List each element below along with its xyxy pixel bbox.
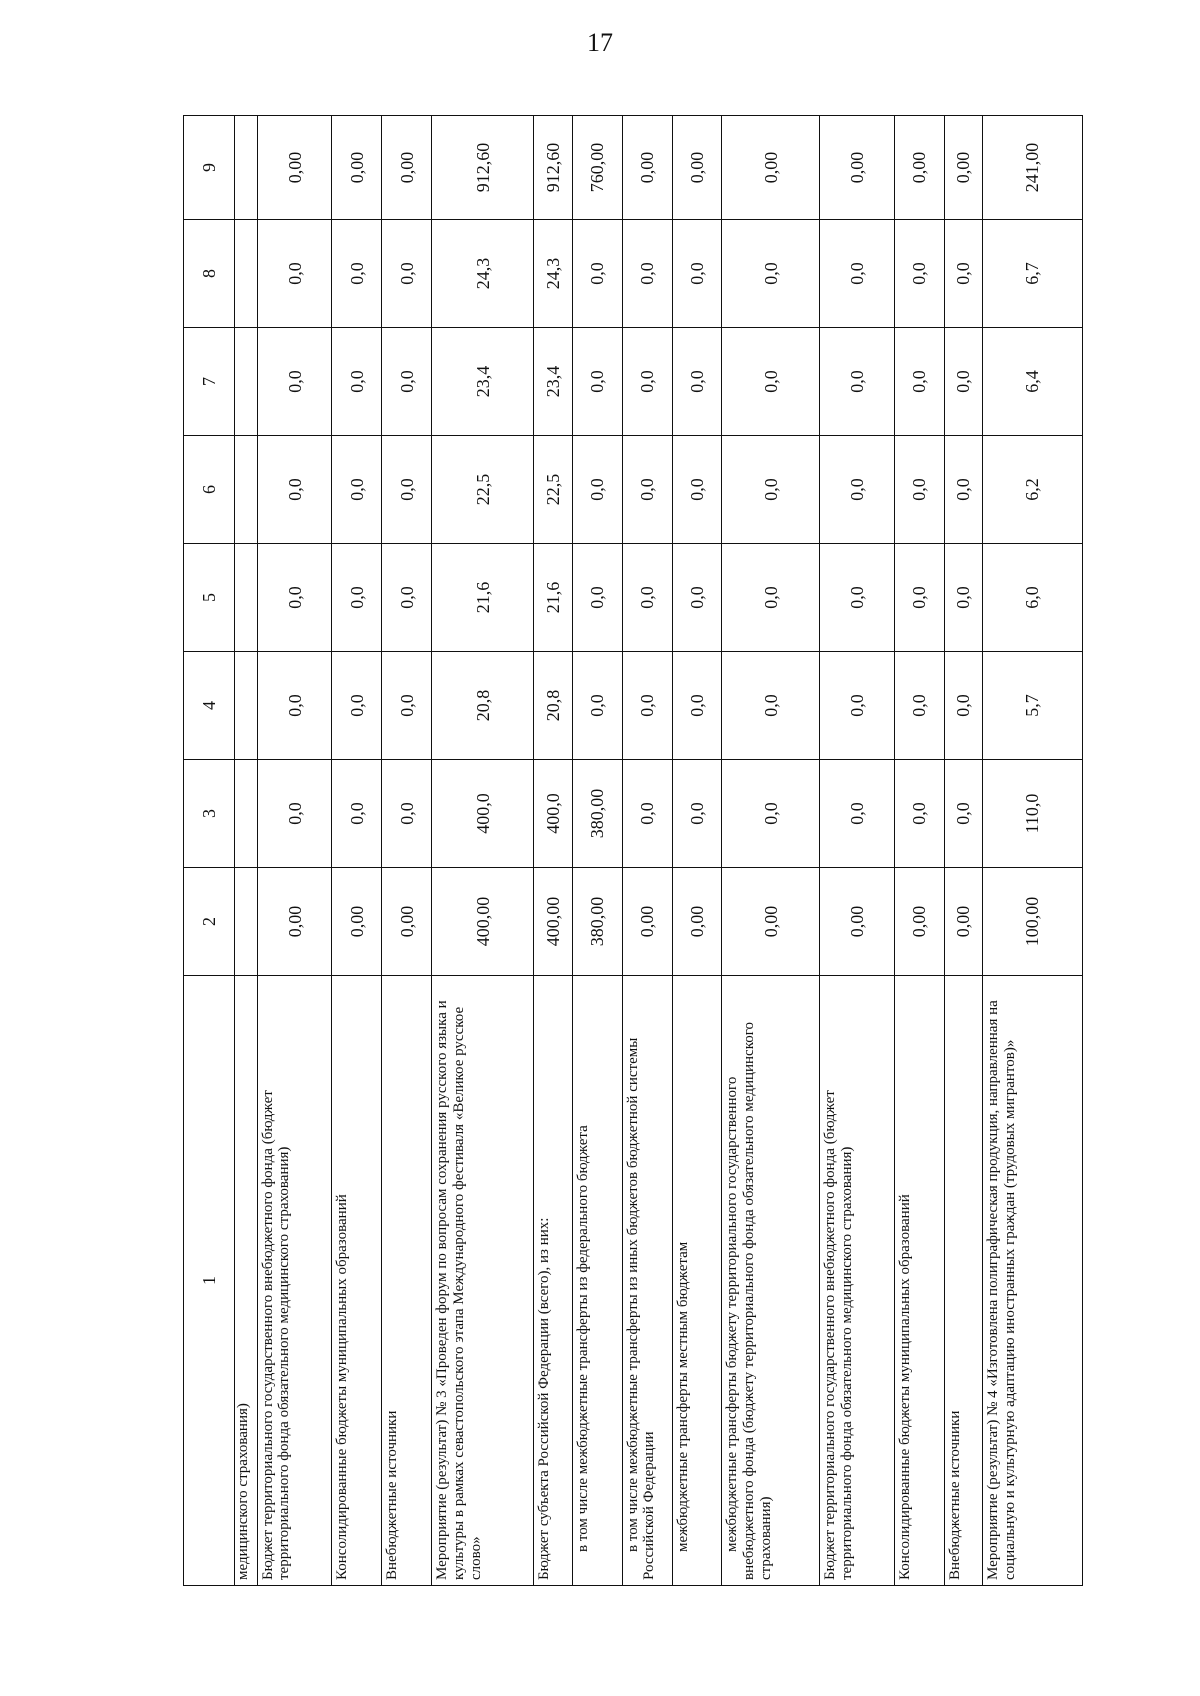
row-value-col-2: 400,00 <box>432 868 534 976</box>
table-row <box>572 116 622 1586</box>
row-value-col-2: 0,00 <box>622 868 672 976</box>
row-value-col-3: 0,0 <box>944 760 983 868</box>
row-value-col-9: 0,00 <box>894 116 944 220</box>
row-label: межбюджетные трансферты местным бюджетам <box>672 976 722 1586</box>
row-value-col-4: 20,8 <box>534 652 573 760</box>
row-value-col-5: 0,0 <box>382 544 432 652</box>
row-value-col-7: 0,0 <box>672 328 722 436</box>
row-value-col-2: 0,00 <box>257 868 332 976</box>
row-value-col-5 <box>235 544 258 652</box>
table-row <box>983 116 1083 1586</box>
row-value-col-5: 21,6 <box>432 544 534 652</box>
row-value-col-3: 0,0 <box>672 760 722 868</box>
row-value-col-3: 400,0 <box>534 760 573 868</box>
table-row <box>622 116 672 1586</box>
col-header-4: 4 <box>184 652 235 760</box>
row-value-col-9: 0,00 <box>944 116 983 220</box>
row-label: Внебюджетные источники <box>382 976 432 1586</box>
row-value-col-8: 0,0 <box>894 220 944 328</box>
row-value-col-6: 0,0 <box>257 436 332 544</box>
row-value-col-4 <box>235 652 258 760</box>
row-value-col-3: 0,0 <box>722 760 819 868</box>
row-value-col-8: 0,0 <box>572 220 622 328</box>
row-value-col-4: 0,0 <box>622 652 672 760</box>
row-value-col-8: 0,0 <box>672 220 722 328</box>
row-value-col-8: 0,0 <box>382 220 432 328</box>
row-value-col-2: 100,00 <box>983 868 1083 976</box>
table-row <box>722 116 819 1586</box>
row-value-col-5: 0,0 <box>572 544 622 652</box>
row-value-col-3 <box>235 760 258 868</box>
row-value-col-4: 0,0 <box>722 652 819 760</box>
row-label: в том числе межбюджетные трансферты из федерального бюджета <box>572 976 622 1586</box>
row-value-col-5: 21,6 <box>534 544 573 652</box>
col-header-2: 2 <box>184 868 235 976</box>
row-value-col-2: 0,00 <box>722 868 819 976</box>
row-value-col-9: 0,00 <box>722 116 819 220</box>
row-value-col-3: 0,0 <box>622 760 672 868</box>
row-value-col-2: 380,00 <box>572 868 622 976</box>
row-value-col-9 <box>235 116 258 220</box>
row-value-col-7: 23,4 <box>432 328 534 436</box>
header-row <box>184 116 235 1586</box>
row-value-col-7 <box>235 328 258 436</box>
table-body <box>235 116 1083 1586</box>
row-value-col-5: 0,0 <box>944 544 983 652</box>
row-value-col-4: 0,0 <box>944 652 983 760</box>
row-label: Бюджет территориального государственного внебюджетного фонда (бюджет территориального фонда обязательного медицинского страхования) <box>257 976 332 1586</box>
row-value-col-3: 110,0 <box>983 760 1083 868</box>
row-value-col-3: 0,0 <box>819 760 894 868</box>
row-value-col-7: 6,4 <box>983 328 1083 436</box>
table-row <box>235 116 258 1586</box>
row-value-col-2: 0,00 <box>894 868 944 976</box>
table-row <box>332 116 382 1586</box>
row-value-col-2 <box>235 868 258 976</box>
row-value-col-7: 0,0 <box>572 328 622 436</box>
row-value-col-2: 0,00 <box>944 868 983 976</box>
row-value-col-6: 0,0 <box>819 436 894 544</box>
row-value-col-2: 0,00 <box>332 868 382 976</box>
col-header-9: 9 <box>184 116 235 220</box>
row-label: Бюджет субъекта Российской Федерации (всего), из них: <box>534 976 573 1586</box>
row-value-col-6: 0,0 <box>722 436 819 544</box>
row-value-col-4: 5,7 <box>983 652 1083 760</box>
table-row <box>894 116 944 1586</box>
row-value-col-8: 24,3 <box>432 220 534 328</box>
row-value-col-8: 6,7 <box>983 220 1083 328</box>
row-value-col-3: 0,0 <box>257 760 332 868</box>
row-value-col-2: 400,00 <box>534 868 573 976</box>
col-header-3: 3 <box>184 760 235 868</box>
row-value-col-4: 0,0 <box>572 652 622 760</box>
row-value-col-6: 0,0 <box>332 436 382 544</box>
row-value-col-8: 24,3 <box>534 220 573 328</box>
row-value-col-3: 400,0 <box>432 760 534 868</box>
row-label: Мероприятие (результат) № 3 «Проведен форум по вопросам сохранения русского языка и культуры в рамках севастопольского этапа Международного фестиваля «Великое русское слово» <box>432 976 534 1586</box>
table-row <box>672 116 722 1586</box>
row-label: в том числе межбюджетные трансферты из иных бюджетов бюджетной системы Российской Федерации <box>622 976 672 1586</box>
row-value-col-5: 0,0 <box>257 544 332 652</box>
row-value-col-5: 0,0 <box>332 544 382 652</box>
row-value-col-4: 20,8 <box>432 652 534 760</box>
row-value-col-6: 6,2 <box>983 436 1083 544</box>
table-row <box>432 116 534 1586</box>
row-value-col-6 <box>235 436 258 544</box>
row-value-col-6: 22,5 <box>432 436 534 544</box>
table-row <box>257 116 332 1586</box>
row-value-col-7: 0,0 <box>332 328 382 436</box>
row-value-col-7: 23,4 <box>534 328 573 436</box>
row-label: Внебюджетные источники <box>944 976 983 1586</box>
row-value-col-8: 0,0 <box>819 220 894 328</box>
row-value-col-9: 241,00 <box>983 116 1083 220</box>
budget-table-container <box>183 116 1083 1586</box>
row-value-col-5: 0,0 <box>722 544 819 652</box>
budget-table <box>183 115 1083 1586</box>
row-value-col-8 <box>235 220 258 328</box>
table-row <box>534 116 573 1586</box>
row-value-col-5: 6,0 <box>983 544 1083 652</box>
table-row <box>819 116 894 1586</box>
row-label: Консолидированные бюджеты муниципальных образований <box>894 976 944 1586</box>
row-label: Бюджет территориального государственного внебюджетного фонда (бюджет территориального фонда обязательного медицинского страхования) <box>819 976 894 1586</box>
row-value-col-5: 0,0 <box>894 544 944 652</box>
row-value-col-6: 22,5 <box>534 436 573 544</box>
row-value-col-4: 0,0 <box>894 652 944 760</box>
row-value-col-6: 0,0 <box>944 436 983 544</box>
row-value-col-2: 0,00 <box>382 868 432 976</box>
col-header-6: 6 <box>184 436 235 544</box>
row-value-col-2: 0,00 <box>819 868 894 976</box>
row-value-col-6: 0,0 <box>382 436 432 544</box>
row-value-col-5: 0,0 <box>819 544 894 652</box>
row-label: медицинского страхования) <box>235 976 258 1586</box>
row-value-col-9: 0,00 <box>819 116 894 220</box>
row-value-col-4: 0,0 <box>672 652 722 760</box>
row-value-col-9: 0,00 <box>672 116 722 220</box>
row-value-col-9: 912,60 <box>534 116 573 220</box>
table-row <box>944 116 983 1586</box>
row-value-col-3: 0,0 <box>894 760 944 868</box>
col-header-7: 7 <box>184 328 235 436</box>
row-value-col-3: 0,0 <box>382 760 432 868</box>
row-value-col-9: 912,60 <box>432 116 534 220</box>
row-value-col-6: 0,0 <box>622 436 672 544</box>
row-value-col-7: 0,0 <box>944 328 983 436</box>
row-value-col-4: 0,0 <box>332 652 382 760</box>
row-value-col-7: 0,0 <box>622 328 672 436</box>
row-value-col-6: 0,0 <box>672 436 722 544</box>
row-value-col-7: 0,0 <box>819 328 894 436</box>
row-value-col-9: 0,00 <box>382 116 432 220</box>
row-value-col-8: 0,0 <box>257 220 332 328</box>
row-label: Мероприятие (результат) № 4 «Изготовлена полиграфическая продукция, направленная на социальную и культурную адаптацию иностранных граждан (трудовых мигрантов)» <box>983 976 1083 1586</box>
row-value-col-5: 0,0 <box>622 544 672 652</box>
row-value-col-6: 0,0 <box>572 436 622 544</box>
row-value-col-4: 0,0 <box>382 652 432 760</box>
col-header-8: 8 <box>184 220 235 328</box>
row-value-col-7: 0,0 <box>722 328 819 436</box>
page-number: 17 <box>587 28 613 57</box>
col-header-1: 1 <box>184 976 235 1586</box>
row-value-col-7: 0,0 <box>894 328 944 436</box>
table-row <box>382 116 432 1586</box>
row-value-col-7: 0,0 <box>382 328 432 436</box>
row-value-col-9: 760,00 <box>572 116 622 220</box>
row-value-col-8: 0,0 <box>332 220 382 328</box>
row-label: Консолидированные бюджеты муниципальных образований <box>332 976 382 1586</box>
row-value-col-9: 0,00 <box>622 116 672 220</box>
row-value-col-2: 0,00 <box>672 868 722 976</box>
row-value-col-7: 0,0 <box>257 328 332 436</box>
row-value-col-6: 0,0 <box>894 436 944 544</box>
row-value-col-8: 0,0 <box>944 220 983 328</box>
row-value-col-8: 0,0 <box>722 220 819 328</box>
row-value-col-8: 0,0 <box>622 220 672 328</box>
col-header-5: 5 <box>184 544 235 652</box>
row-value-col-3: 0,0 <box>332 760 382 868</box>
row-value-col-4: 0,0 <box>257 652 332 760</box>
row-value-col-9: 0,00 <box>332 116 382 220</box>
row-value-col-4: 0,0 <box>819 652 894 760</box>
row-label: межбюджетные трансферты бюджету территориального государственного внебюджетного фонда (бюджету территориального фонда обязательного медицинского страхования) <box>722 976 819 1586</box>
row-value-col-5: 0,0 <box>672 544 722 652</box>
row-value-col-3: 380,00 <box>572 760 622 868</box>
row-value-col-9: 0,00 <box>257 116 332 220</box>
